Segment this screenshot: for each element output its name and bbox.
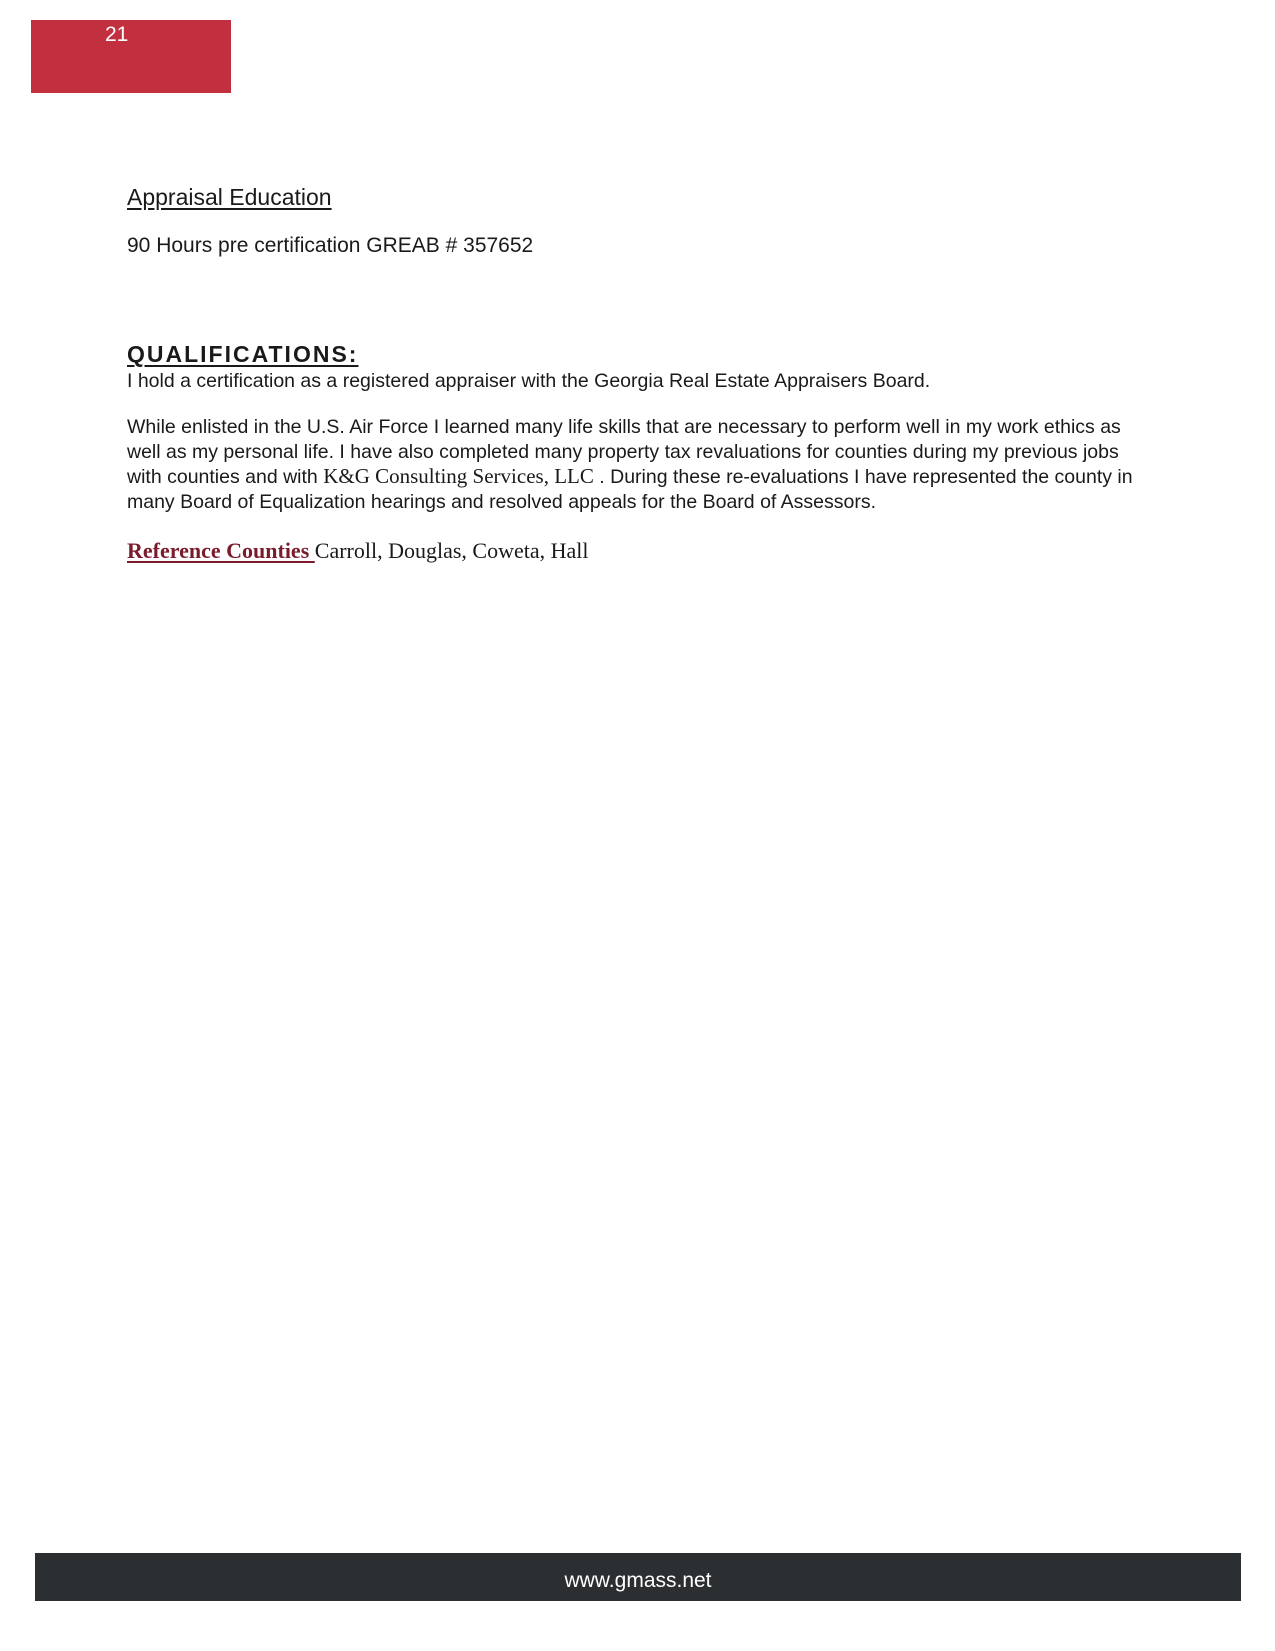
education-detail: 90 Hours pre certification GREAB # 357652 <box>127 234 534 257</box>
company-name: K&G Consulting Services, LLC <box>323 464 594 488</box>
document-body <box>127 180 1147 566</box>
footer-url: www.gmass.net <box>564 1569 712 1592</box>
reference-counties-list: Carroll, Douglas, Coweta, Hall <box>314 538 589 563</box>
qualifications-paragraph-2-text: While enlisted in the U.S. Air Force I learned many life skills that are necessary to perform well in my work ethics as well as my personal life. I have also completed many property tax revaluations for counties during my previous jobs with counties and with <box>127 416 1121 488</box>
page-number: 21 <box>105 23 129 46</box>
qualifications-heading: QUALIFICATIONS: <box>127 341 359 367</box>
qualifications-paragraph-2-continued: . During these re-evaluations I have represented the county in many Board of Equalization hearings and resolved appeals for the Board of Assessors. <box>127 466 1133 513</box>
appraisal-education-heading: Appraisal Education <box>127 184 332 210</box>
qualifications-paragraph-1: I hold a certification as a registered appraiser with the Georgia Real Estate Appraisers Board. <box>127 370 931 392</box>
page-number-badge <box>31 20 231 93</box>
reference-counties-label: Reference Counties <box>127 538 315 563</box>
footer-bar <box>35 1553 1241 1601</box>
reference-counties <box>127 536 1147 566</box>
qualifications-paragraph-2 <box>127 415 1147 514</box>
